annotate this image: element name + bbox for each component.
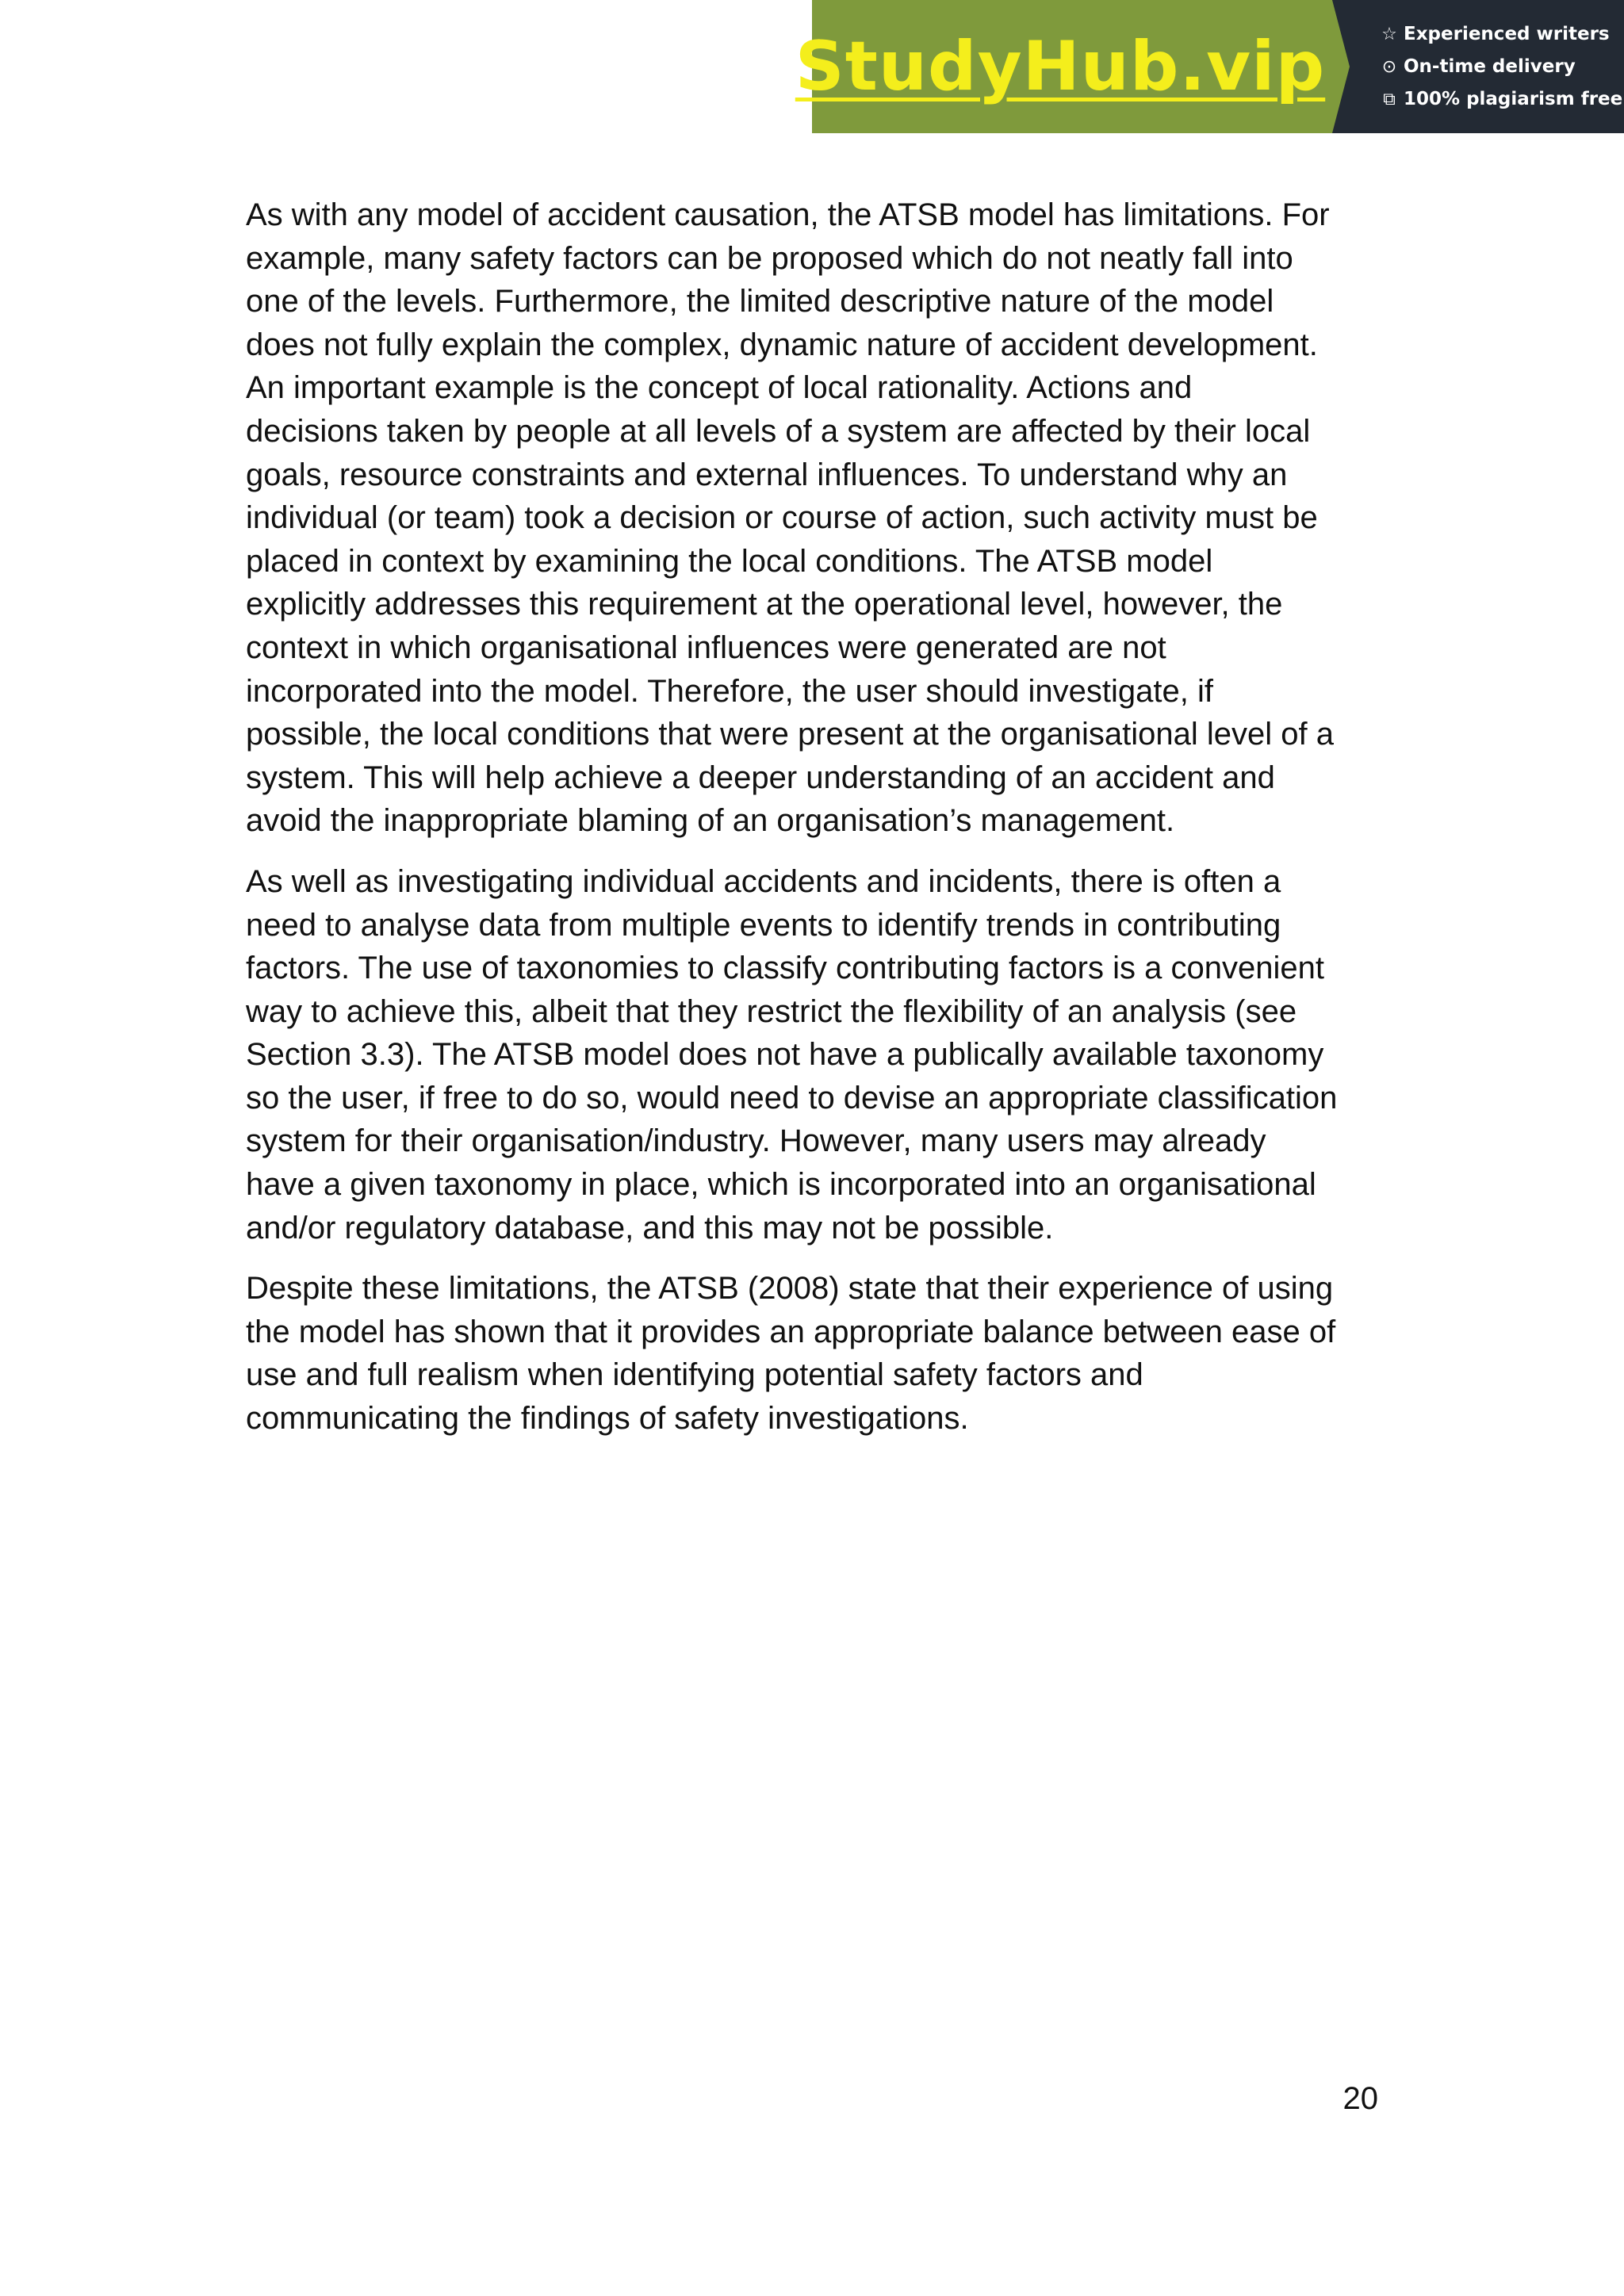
page-number: 20 [1342, 2081, 1378, 2116]
banner-arrow-shape [1332, 0, 1350, 133]
banner-features [1332, 0, 1624, 133]
feature-experienced-writers [1380, 18, 1624, 51]
logo-text: StudyHub.vip [795, 27, 1326, 106]
studyhub-banner[interactable] [795, 0, 1624, 133]
feature-label: On-time delivery [1404, 55, 1576, 77]
paragraph-conclusion: Despite these limitations, the ATSB (2008) state that their experience of using the model has shown that it provides an appropriate balance between ease of use and full realism when identifying potential safety factors and communicating the findings of safety investigations. [246, 1271, 1336, 1437]
feature-on-time-delivery [1380, 51, 1624, 83]
star-icon: ☆ [1381, 24, 1397, 44]
feature-label: Experienced writers [1404, 23, 1610, 44]
studyhub-logo[interactable] [795, 0, 1332, 133]
feature-plagiarism-free [1380, 83, 1624, 116]
clock-icon: ⊙ [1381, 56, 1397, 77]
paragraph-taxonomies: As well as investigating individual accidents and incidents, there is often a need to analyse data from multiple events to identify trends in contributing factors. The use of taxonomies to classify contributing factors is a convenient way to achieve this, albeit that they restrict the flexibility of an analysis (see Section 3.3). The ATSB model does not have a publically available taxonomy so the user, if free to do so, would need to devise an appropriate classification system for their organisation/industry. However, many users may already have a given taxonomy in place, which is incorporated into an organisational and/or regulatory database, and this may not be possible. [246, 863, 1338, 1246]
feature-label: 100% plagiarism free [1404, 88, 1623, 109]
copy-icon: ⧉ [1383, 89, 1396, 109]
document-body [246, 193, 1388, 1458]
paragraph-limitations: As with any model of accident causation, the ATSB model has limitations. For example, many safety factors can be proposed which do not neatly fall into one of the levels. Furthermore, the limited descriptive nature of the model does not fully explain the complex, dynamic nature of accident development. An important example is the concept of local rationality. Actions and decisions taken by people at all levels of a system are affected by their local goals, resource constraints and external influences. To understand why an individual (or team) took a decision or course of action, such activity must be placed in context by examining the local conditions. The ATSB model explicitly addresses this requirement at the operational level, however, the context in which organisational influences were generated are not incorporated into the model. Therefore, the user should investigate, if possible, the local conditions that were present at the organisational level of a system. This will help achieve a deeper understanding of an accident and avoid the inappropriate blaming of an organisation’s management. [246, 197, 1334, 839]
